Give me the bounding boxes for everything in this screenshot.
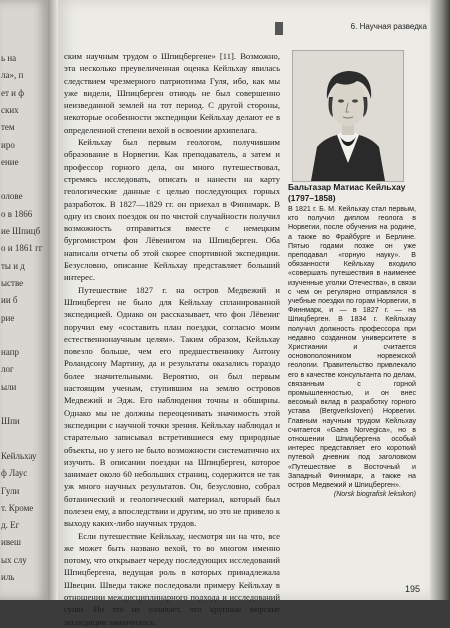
left-page-fragment: ты и д [1,260,25,271]
left-page [0,0,48,600]
left-page-fragment: Гули [1,485,20,496]
left-page-fragment: лог [1,364,14,375]
book-binding [48,0,58,600]
left-page-fragment: напр [1,347,20,358]
left-page-fragment: тем [1,122,15,133]
left-page-fragment: иро [1,139,15,150]
running-head-bar [275,22,283,35]
portrait-image [292,50,404,182]
left-page-fragment: ивеш [1,537,21,548]
left-page-fragment: ет и ф [1,87,25,98]
left-page-fragment: ие Шпицб [1,226,41,236]
running-head-text: 6. Научная разведка [350,22,427,31]
left-page-fragment: ла», п [1,70,24,81]
left-page-fragment: Кейльхау [1,450,37,461]
body-paragraph: Путешествие 1827 г. на остров Медвежий и Шпицберген не было для Кейльхау спланированной экспедицией. Однако он рассказывает, что фон Лёвениг поручил ему «составить план поездки, согласно моим естественнонаучным целям». Таким образом, Кейльхау повезло больше, чем его предшественнику Антону Роландсону Мартину, да и результаты оказались гораздо более значительными. Вероятно, он был первым настоящим ученым, ступившим на землю островов Медвежий и Эдж. Его наблюдения точны и обширны. Однако мы не должны переоценивать значимость этой экспедиции с научной точки зрения. Кейльхау наблюдал и старательно записывал встретившиеся ему природные объекты, но у него не было возможности систематично их изучить. В описании поездки на Шпицберген, которое занимает около 60 небольших страниц, содержится не так уж много научных результатов. Он, безусловно, собрал ботанический и геологический материал, который был полезен ему, а впоследствии и другим, но это не привело к выходу каких-либо научных трудов. [64,284,280,529]
left-page-fragment: о в 1866 [1,208,33,219]
main-text-column [64,50,280,627]
left-page-fragment: ских [1,104,19,115]
biography-sidebar [288,182,416,534]
sidebar-text: В 1821 г. Б. М. Кейльхау стал первым, кто получил диплом геолога в Норвегии, после обучения на родине, а также во Фрайбурге и Берлине. Пятью годами позже он уже преподавал «горную науку». В обязанности Кейльхау входило «совершать путешествия в наименее изученные уголки Отечества», в связи с чем он регулярно отправлялся в учебные поездки по горам Норвегии, в Финнмарк, и — в 1827 г. — на Шпицберген. В 1834 г. Кейльхау получил должность профессора при недавно созданном университете в Христиании и считается основоположником норвежской геологии. Правительство привлекало его в качестве консультанта по делам, связанным с горной промышленностью, и он внес весомый вклад в разработку горного устава (Bergverksloven) Норвегии. Главным научным трудом Кейльхау считается «Gaea Norvegica», но в отношении Шпицбергена особый интерес представляет его короткий путевой дневник под заголовком «Путешествие в Восточный и Западный Финнмарк, а также на остров Медвежий и Шпицберген». [288,205,416,490]
sidebar-title: Бальтазар Матиас Кейльхау (1797–1858) [288,182,406,203]
left-page-fragment: ыстве [1,277,24,288]
left-page-fragment: Шпи [1,416,20,427]
left-page-fragment: д. Ег [1,520,20,531]
portrait-icon [293,51,403,181]
left-page-fragment: ф Лаус [1,468,28,479]
page-number: 195 [404,584,420,594]
page-edge [430,0,450,600]
left-page-fragment: ь на [1,53,17,63]
sidebar-source: (Norsk biografisk leksikon) [333,491,416,499]
left-page-fragment: олове [1,191,23,202]
body-paragraph: Если путешествие Кейльхау, несмотря ни на что, все же может быть названо вехой, то во многом именно потому, что открывает череду последующих исследований Шпицбергена, ведущая роль в которых принадлежала Швеции. Шведы также последовали примеру Кейльхау в отношении междисциплинарного подхода и исследований суши. Но это не означает, что крупные морские экспедиции закончились. [64,530,280,627]
left-page-fragment: иль [1,572,15,582]
left-page-fragment: ыли [1,381,17,392]
left-page-fragment: ение [1,156,19,167]
left-page-fragment: ии б [1,295,18,306]
running-head [275,22,427,35]
body-paragraph: ским научным трудом о Шпицбергене» [11]. Возможно, эта несколько преувеличенная оценка Кейльхау явилась следствием чрезмерного патриотизма Гуля, ибо, как мы уже видели, Шпицберген отнюдь не был совершенно неизведанной землей на тот период. С другой стороны, некоторые особенности экспедиции Кейльхау делают ее в определенной степени вехой в освоении архипелага. [64,51,280,135]
left-page-fragment: рие [1,312,15,323]
left-page-fragment: т. Кроме [1,502,34,513]
left-page-fragment: ых слу [1,554,27,565]
left-page-fragment: о и 1861 гг [1,243,43,254]
body-paragraph: Кейльхау был первым геологом, получившим образование в Норвегии. Как преподаватель, а затем и профессор горного дела, он много путешествовал, стремясь исследовать, описать и нанести на карту геологические данные с целью последующих горных разработок. В 1827—1829 гг. он приехал в Финнмарк. В одну из своих поездок он по чистой случайности получил возможность отправиться вместе с немецким бургомистром фон Лёвенигом на Шпицберген. Оба написали отчеты об этой скорее спортивной экспедиции. Безусловно, описание Кейльхау представляет больший интерес. [64,137,280,283]
